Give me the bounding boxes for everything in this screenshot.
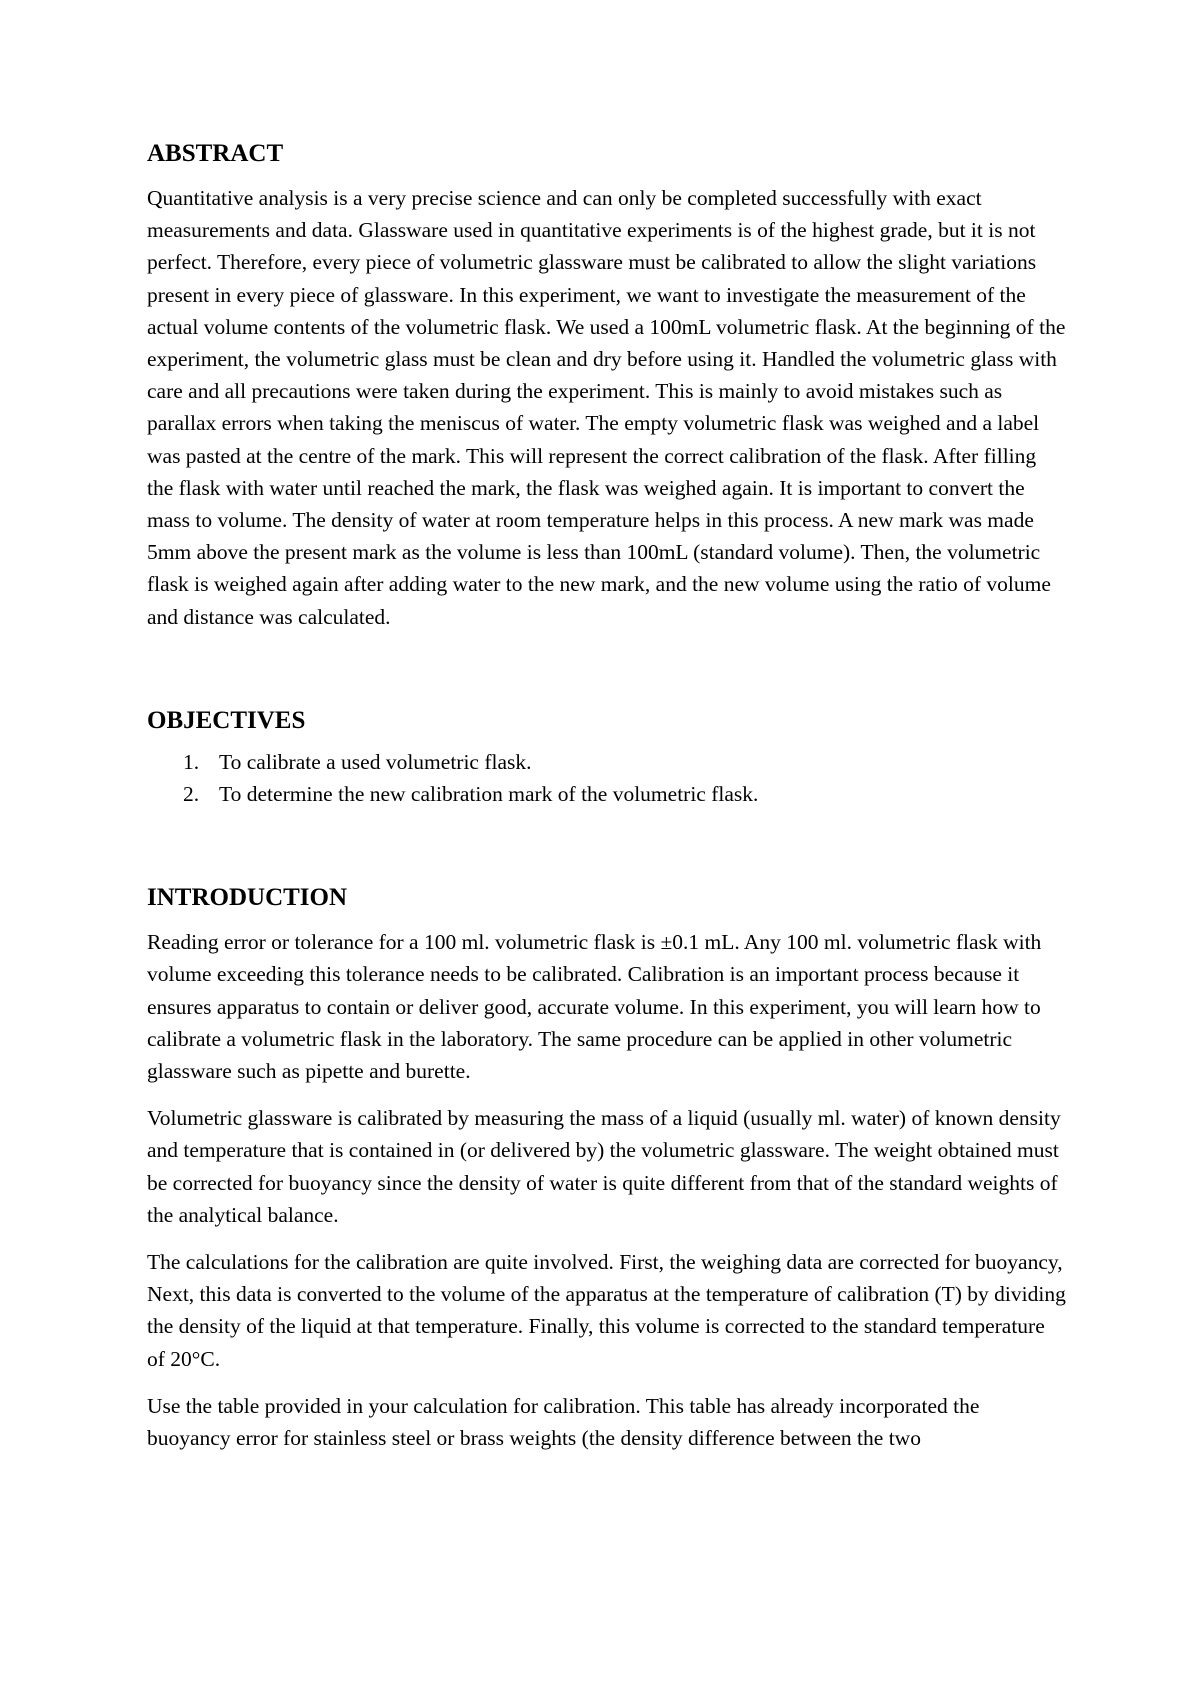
objective-item [147, 778, 1067, 810]
objective-text: To calibrate a used volumetric flask. [219, 749, 532, 774]
introduction-paragraph-1: Reading error or tolerance for a 100 ml. volumetric flask is ±0.1 mL. Any 100 ml. volumetric flask with volume exceeding this tolerance needs to be calibrated. Calibration is an important process because it ensures apparatus to contain or deliver good, accurate volume. In this experiment, you will learn how to calibrate a volumetric flask in the laboratory. The same procedure can be applied in other volumetric glassware such as pipette and burette. [147, 930, 1042, 1084]
abstract-paragraph: Quantitative analysis is a very precise science and can only be completed successfully with exact measurements and data. Glassware used in quantitative experiments is of the highest grade, but it is not perfect. Therefore, every piece of volumetric glassware must be calibrated to allow the slight variations present in every piece of glassware. In this experiment, we want to investigate the measurement of the actual volume contents of the volumetric flask. We used a 100mL volumetric flask. At the beginning of the experiment, the volumetric glass must be clean and dry before using it. Handled the volumetric glass with care and all precautions were taken during the experiment. This is mainly to avoid mistakes such as parallax errors when taking the meniscus of water. The empty volumetric flask was weighed and a label was pasted at the centre of the mark. This will represent the correct calibration of the flask. After filling the flask with water until reached the mark, the flask was weighed again. It is important to convert the mass to volume. The density of water at room temperature helps in this process. A new mark was made 5mm above the present mark as the volume is less than 100mL (standard volume). Then, the volumetric flask is weighed again after adding water to the new mark, and the new volume using the ratio of volume and distance was calculated. [147, 186, 1066, 629]
objective-number: 2. [183, 782, 200, 807]
objectives-heading: OBJECTIVES [147, 706, 306, 734]
objective-text: To determine the new calibration mark of the volumetric flask. [219, 782, 759, 807]
introduction-heading: INTRODUCTION [147, 884, 348, 912]
objective-item [147, 746, 1067, 778]
objective-number: 1. [183, 749, 200, 774]
objectives-list [147, 746, 1067, 810]
introduction-paragraph-3: The calculations for the calibration are quite involved. First, the weighing data are corrected for buoyancy, Next, this data is converted to the volume of the apparatus at the temperature of calibration (T) by dividing the density of the liquid at that temperature. Finally, this volume is corrected to the standard temperature of 20°C. [147, 1250, 1066, 1371]
abstract-heading: ABSTRACT [147, 140, 284, 167]
introduction-paragraph-4: Use the table provided in your calculation for calibration. This table has already incorporated the buoyancy error for stainless steel or brass weights (the density difference between the two [147, 1393, 980, 1451]
document-page [147, 138, 1067, 1469]
introduction-paragraph-2: Volumetric glassware is calibrated by measuring the mass of a liquid (usually ml. water) of known density and temperature that is contained in (or delivered by) the volumetric glassware. The weight obtained must be corrected for buoyancy since the density of water is quite different from that of the standard weights of the analytical balance. [147, 1106, 1061, 1227]
